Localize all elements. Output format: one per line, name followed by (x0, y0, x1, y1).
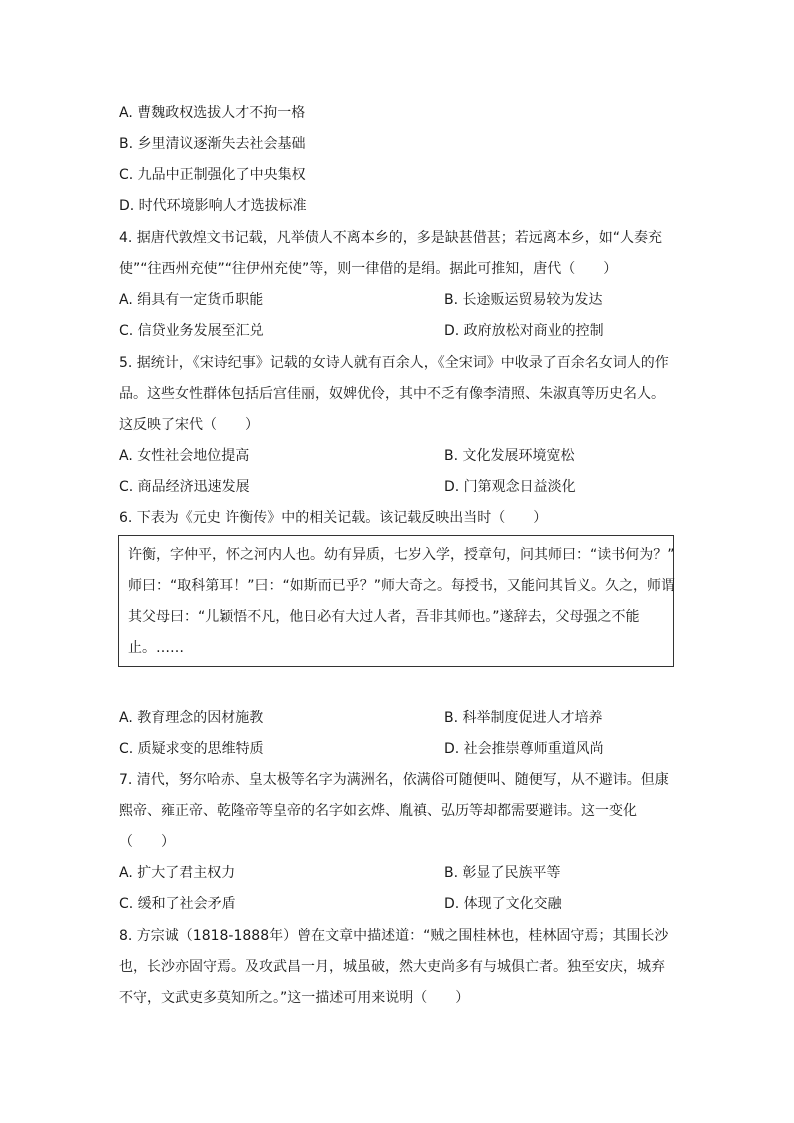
q7-option-d: D. 体现了文化交融 (444, 896, 562, 912)
q5-option-a: A. 女性社会地位提高 (119, 448, 250, 464)
q3-option-a: A. 曹魏政权选拔人才不拘一格 (119, 105, 306, 121)
q7-option-a: A. 扩大了君主权力 (119, 865, 236, 881)
q3-option-c: C. 九品中正制强化了中央集权 (119, 167, 306, 183)
q3-option-b: B. 乡里清议逐渐失去社会基础 (119, 136, 306, 152)
q4-option-d: D. 政府放松对商业的控制 (444, 323, 604, 339)
q7-stem-line2: 熙帝、雍正帝、乾隆帝等皇帝的名字如玄烨、胤禛、弘历等却都需要避讳。这一变化 (119, 803, 637, 819)
q5-stem-line1: 5. 据统计，《宋诗纪事》记载的女诗人就有百余人，《全宋词》中收录了百余名女词人的作 (119, 355, 669, 371)
q4-option-c: C. 信贷业务发展至汇兑 (119, 323, 264, 339)
q6-quote-box (118, 535, 674, 667)
q6-quote-line4: 止。…… (128, 640, 184, 656)
q5-stem-line2: 品。这些女性群体包括后宫佳丽，奴婢优伶，其中不乏有像李清照、朱淑真等历史名人。 (119, 386, 665, 402)
q6-option-c: C. 质疑求变的思维特质 (119, 741, 264, 757)
q4-option-a: A. 绢具有一定货币职能 (119, 292, 264, 308)
q4-stem-line1: 4. 据唐代敦煌文书记载，凡举债人不离本乡的，多是缺甚借甚；若远离本乡，如“人奏充 (119, 230, 663, 246)
q8-stem-line2: 也，长沙亦固守焉。及攻武昌一月，城虽破，然大吏尚多有与城俱亡者。独至安庆，城弃 (119, 959, 665, 975)
q7-stem-line3: （ ） (119, 834, 175, 850)
q6-option-b: B. 科举制度促进人才培养 (444, 710, 603, 726)
q5-option-b: B. 文化发展环境宽松 (444, 448, 575, 464)
q4-option-b: B. 长途贩运贸易较为发达 (444, 292, 603, 308)
q6-quote-line3: 其父母曰：“儿颖悟不凡，他日必有大过人者，吾非其师也。”遂辞去，父母强之不能 (128, 609, 640, 625)
q7-option-b: B. 彰显了民族平等 (444, 865, 561, 881)
q5-stem-line3: 这反映了宋代（ ） (119, 417, 259, 433)
q7-option-c: C. 缓和了社会矛盾 (119, 896, 236, 912)
q4-stem-line2: 使”“往西州充使”“往伊州充使”等，则一律借的是绢。据此可推知，唐代（ ） (119, 261, 618, 277)
q7-stem-line1: 7. 清代，努尔哈赤、皇太极等名字为满洲名，依满俗可随便叫、随便写，从不避讳。但康 (119, 772, 669, 788)
q6-option-d: D. 社会推崇尊师重道风尚 (444, 741, 604, 757)
q5-option-d: D. 门第观念日益淡化 (444, 479, 576, 495)
q6-quote-line2: 师曰：“取科第耳！”曰：“如斯而已乎？”师大奇之。每授书，又能问其旨义。久之，师谓 (128, 578, 676, 594)
q3-option-d: D. 时代环境影响人才选拔标准 (119, 198, 307, 214)
q5-option-c: C. 商品经济迅速发展 (119, 479, 250, 495)
q6-option-a: A. 教育理念的因材施教 (119, 710, 264, 726)
q8-stem-line3: 不守，文武吏多莫知所之。”这一描述可用来说明（ ） (119, 990, 470, 1006)
q6-stem-line1: 6. 下表为《元史 许衡传》中的相关记载。该记载反映出当时（ ） (119, 510, 548, 526)
q6-quote-line1: 许衡，字仲平，怀之河内人也。幼有异质，七岁入学，授章句，问其师曰：“读书何为？” (128, 547, 675, 563)
q8-stem-line1: 8. 方宗诚（1818-1888年）曾在文章中描述道：“贼之围桂林也，桂林固守焉；其围长沙 (119, 928, 669, 944)
